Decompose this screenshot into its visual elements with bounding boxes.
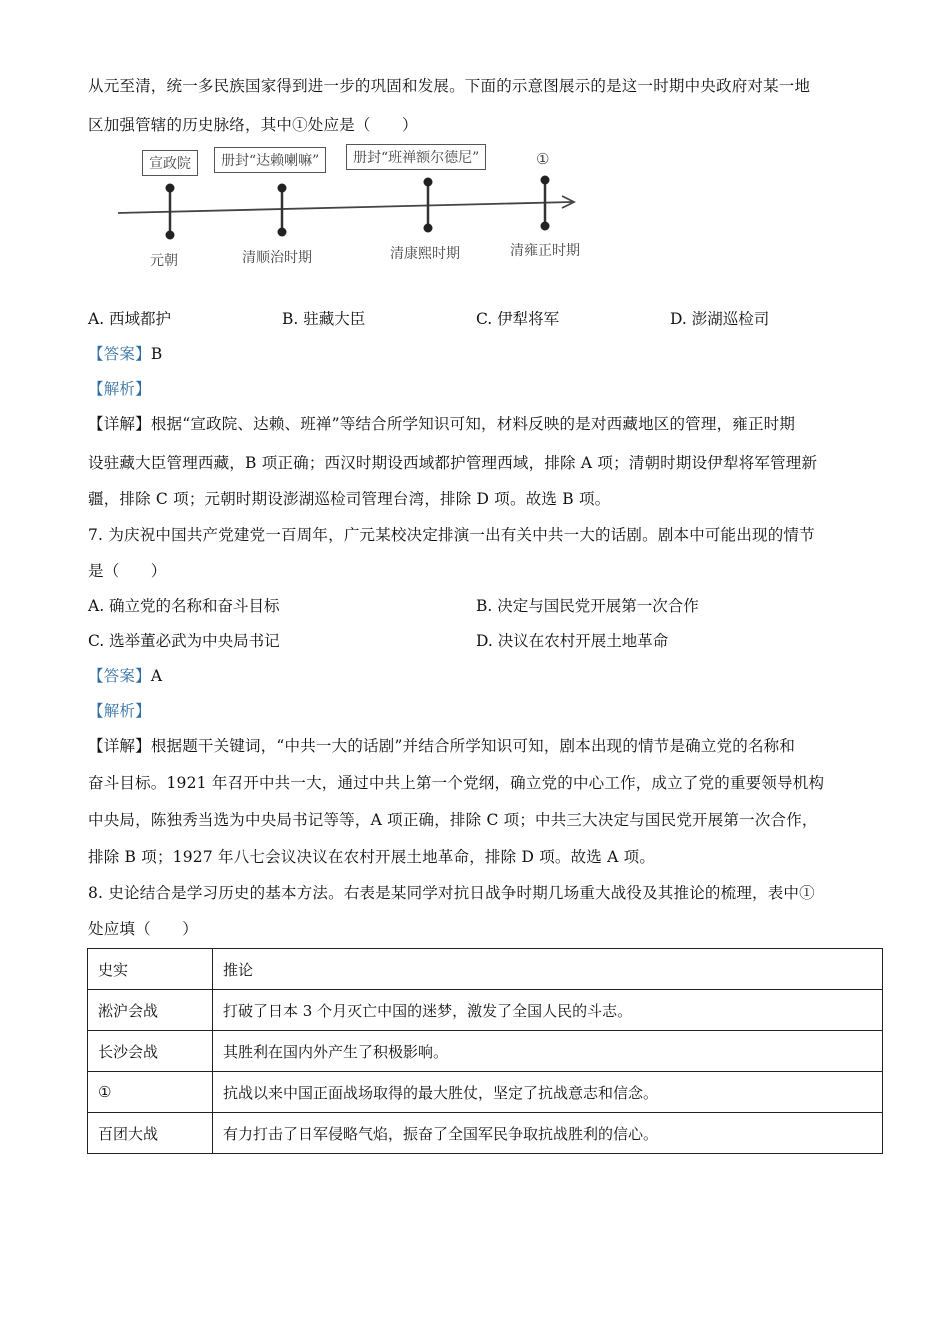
q7-detail-line2: 奋斗目标。1921 年召开中共一大，通过中共上第一个党纲，确立党的中心工作，成立了党的重要领导机构 xyxy=(88,774,825,792)
q6-answer-value: B xyxy=(150,345,163,363)
table-row xyxy=(88,990,883,1031)
q6-detail-line3: 疆，排除 C 项；元朝时期设澎湖巡检司管理台湾，排除 D 项。故选 B 项。 xyxy=(88,490,611,508)
q7-answer-value: A xyxy=(150,667,163,685)
q6-detail-line2: 设驻藏大臣管理西藏，B 项正确；西汉时期设西域都护管理西域，排除 A 项；清朝时期设伊犁将军管理新 xyxy=(88,454,818,472)
timeline-dot-2-top xyxy=(278,184,287,193)
q6-detail-line1 xyxy=(88,412,795,434)
q7-detail-line3: 中央局，陈独秀当选为中央局书记等等，A 项正确，排除 C 项；中共三大决定与国民党开展第一次合作， xyxy=(88,811,818,829)
timeline-dot-4-top xyxy=(541,176,550,185)
q6-stem-line2: 区加强管辖的历史脉络，其中①处应是（ ） xyxy=(88,116,418,134)
q7-option-c: C. 选举董必武为中央局书记 xyxy=(88,632,280,650)
table-row xyxy=(88,1072,883,1113)
table-cell-event: 长沙会战 xyxy=(88,1031,213,1072)
q7-analysis-tag: 【解析】 xyxy=(88,702,151,720)
table-cell-event: 百团大战 xyxy=(88,1113,213,1154)
timeline-axis xyxy=(118,202,572,213)
q7-option-d: D. 决议在农村开展土地革命 xyxy=(476,632,669,650)
table-row xyxy=(88,1113,883,1154)
table-header-cell: 史实 xyxy=(88,949,213,990)
q7-detail-text1: 根据题干关键词，“中共一大的话剧”并结合所学知识可知，剧本出现的情节是确立党的名称和 xyxy=(150,737,796,755)
q7-stem-line1: 7. 为庆祝中国共产党建党一百周年，广元某校决定排演一出有关中共一大的话剧。剧本中可能出现的情节 xyxy=(88,526,815,544)
timeline-dot-4-bottom xyxy=(541,222,550,231)
q6-stem-line1: 从元至清，统一多民族国家得到进一步的巩固和发展。下面的示意图展示的是这一时期中央政府对某一地 xyxy=(88,77,811,95)
timeline-dot-2-bottom xyxy=(278,228,287,237)
q6-detail-text1: 根据“宣政院、达赖、班禅”等结合所学知识可知，材料反映的是对西藏地区的管理，雍正时期 xyxy=(150,415,796,433)
q6-timeline-figure xyxy=(110,140,590,280)
table-header-row xyxy=(88,949,883,990)
q7-stem-line2: 是（ ） xyxy=(88,562,167,580)
q7-answer xyxy=(88,664,162,686)
timeline-label-shunzhi: 清顺治时期 xyxy=(242,250,312,266)
table-row xyxy=(88,1031,883,1072)
timeline-dot-3-bottom xyxy=(424,224,433,233)
timeline-label-yongzheng: 清雍正时期 xyxy=(510,243,580,259)
q6-answer xyxy=(88,342,162,364)
timeline-box-xuanzhengyuan: 宣政院 xyxy=(142,150,198,176)
q6-option-c: C. 伊犁将军 xyxy=(476,310,560,328)
timeline-box-panchen: 册封“班禅额尔德尼” xyxy=(346,144,486,170)
q7-detail-line1 xyxy=(88,734,795,756)
table-cell-inference: 有力打击了日军侵略气焰，振奋了全国军民争取抗战胜利的信心。 xyxy=(213,1113,883,1154)
q6-option-d: D. 澎湖巡检司 xyxy=(670,310,770,328)
timeline-dot-1-bottom xyxy=(166,231,175,240)
q7-detail-tag: 【详解】 xyxy=(88,737,151,755)
q7-answer-tag: 【答案】 xyxy=(88,667,151,685)
q6-option-a: A. 西域都护 xyxy=(88,310,172,328)
q6-option-b: B. 驻藏大臣 xyxy=(282,310,366,328)
timeline-dot-1-top xyxy=(166,184,175,193)
q8-stem-line1: 8. 史论结合是学习历史的基本方法。右表是某同学对抗日战争时期几场重大战役及其推论的梳理，表中① xyxy=(88,884,815,902)
table-cell-inference: 其胜利在国内外产生了积极影响。 xyxy=(213,1031,883,1072)
q7-detail-line4: 排除 B 项；1927 年八七会议决议在农村开展土地革命，排除 D 项。故选 A 项。 xyxy=(88,848,656,866)
timeline-box-dalai: 册封“达赖喇嘛” xyxy=(214,147,326,173)
timeline-marker-1: ① xyxy=(536,150,550,168)
q8-stem-line2: 处应填（ ） xyxy=(88,920,198,938)
q7-option-a: A. 确立党的名称和奋斗目标 xyxy=(88,597,280,615)
timeline-dot-3-top xyxy=(424,178,433,187)
table-cell-inference: 抗战以来中国正面战场取得的最大胜仗，坚定了抗战意志和信念。 xyxy=(213,1072,883,1113)
timeline-label-kangxi: 清康熙时期 xyxy=(390,246,460,262)
timeline-label-yuan: 元朝 xyxy=(150,253,178,269)
q6-detail-tag: 【详解】 xyxy=(88,415,151,433)
table-cell-event: 淞沪会战 xyxy=(88,990,213,1031)
q6-answer-tag: 【答案】 xyxy=(88,345,151,363)
q7-option-b: B. 决定与国民党开展第一次合作 xyxy=(476,597,699,615)
table-cell-event: ① xyxy=(88,1072,213,1113)
table-header-cell: 推论 xyxy=(213,949,883,990)
q6-analysis-tag: 【解析】 xyxy=(88,380,151,398)
q8-history-table xyxy=(87,948,883,1154)
table-cell-inference: 打破了日本 3 个月灭亡中国的迷梦，激发了全国人民的斗志。 xyxy=(213,990,883,1031)
